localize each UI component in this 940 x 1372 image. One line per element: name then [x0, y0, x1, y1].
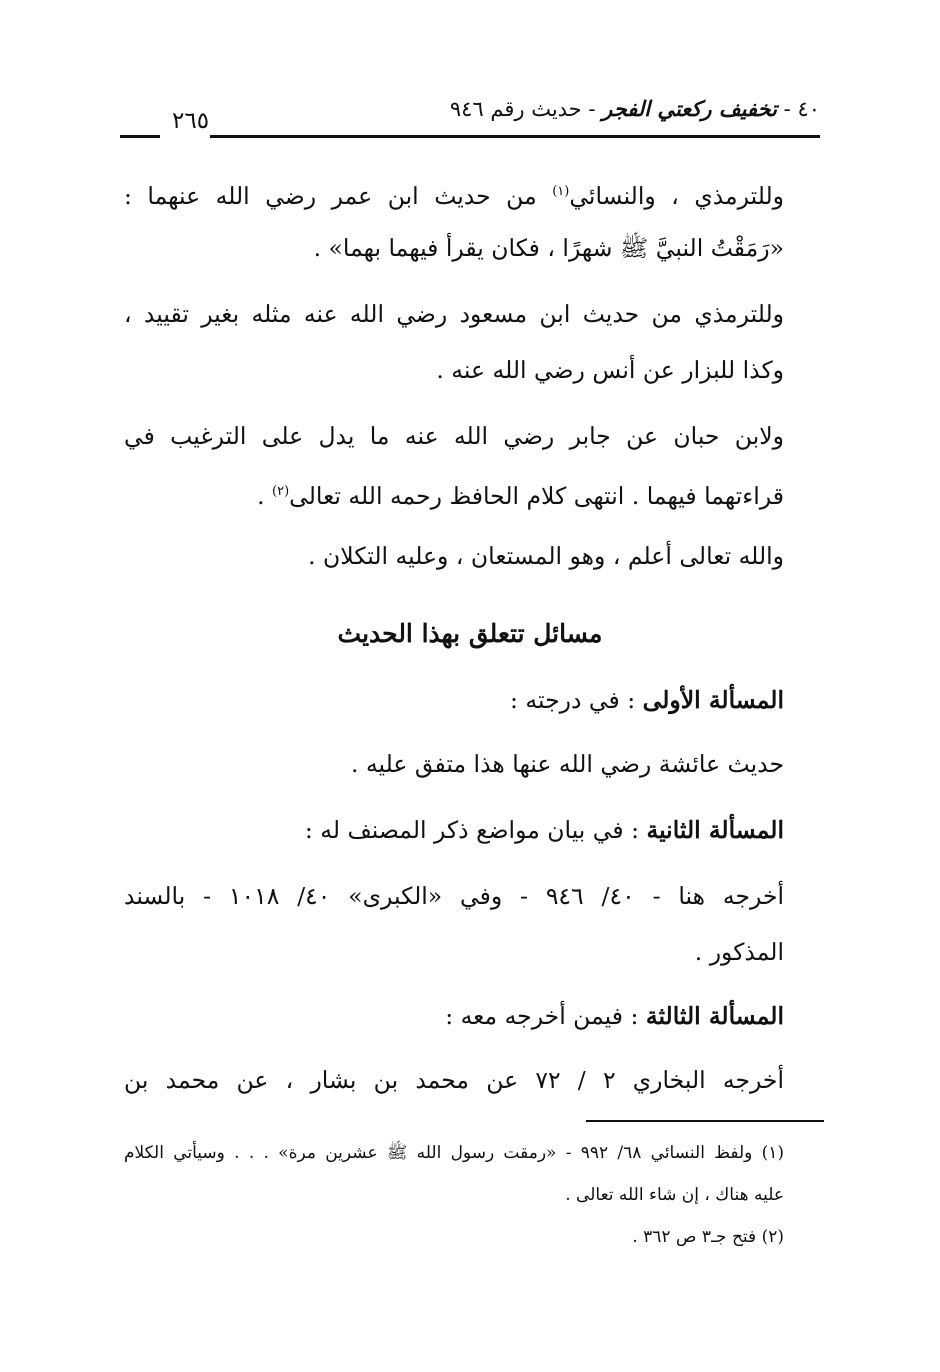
question-2-label: المسألة الثانية	[646, 816, 784, 844]
question-1-answer: حديث عائشة رضي الله عنها هذا متفق عليه .	[351, 750, 784, 778]
header-rule	[120, 135, 820, 138]
footnote-separator	[586, 1120, 824, 1122]
footnote-1-line-2: عليه هناك ، إن شاء الله تعالى .	[565, 1185, 784, 1205]
question-2-answer-line-2: المذكور .	[694, 938, 784, 966]
paragraph-4: والله تعالى أعلم ، وهو المستعان ، وعليه التكلان .	[308, 542, 784, 570]
question-1: المسألة الأولى : في درجته :	[510, 686, 784, 714]
paragraph-1-line-1: وللترمذي ، والنسائي$^{(١)}$ من حديث ابن عمر رضي الله عنهما :	[124, 181, 784, 210]
page-number: ٢٦٥	[172, 108, 210, 134]
question-3-label: المسألة الثالثة	[645, 1002, 784, 1030]
page-header	[120, 96, 820, 140]
hadith-reference: - حديث رقم ٩٤٦	[449, 97, 596, 121]
question-2-answer-line-1: أخرجه هنا - ٤٠/ ٩٤٦ - وفي «الكبرى» ٤٠/ ١٠١٨ - بالسند	[124, 882, 784, 910]
footnote-marker-1[interactable]: (١)	[552, 184, 570, 199]
question-3: المسألة الثالثة : فيمن أخرجه معه :	[445, 1002, 784, 1030]
question-1-label: المسألة الأولى	[642, 686, 784, 714]
paragraph-3-line-2: قراءتهما فيهما . انتهى كلام الحافظ رحمه الله تعالى$^{(٢)}$ .	[257, 481, 784, 510]
paragraph-2-line-2: وكذا للبزار عن أنس رضي الله عنه .	[436, 356, 784, 384]
paragraph-2-line-1: وللترمذي من حديث ابن مسعود رضي الله عنه مثله بغير تقييد ،	[124, 300, 784, 328]
paragraph-1-line-2: «رَمَقْتُ النبيَّ ﷺ شهرًا ، فكان يقرأ فيهما بهما» .	[313, 234, 784, 262]
question-2: المسألة الثانية : في بيان مواضع ذكر المصنف له :	[304, 816, 784, 844]
question-3-answer-line-1: أخرجه البخاري ٢ / ٧٢ عن محمد بن بشار ، عن محمد بن	[124, 1066, 784, 1094]
paragraph-3-line-1: ولابن حبان عن جابر رضي الله عنه ما يدل على الترغيب في	[124, 422, 784, 450]
chapter-title: تخفيف ركعتي الفجر	[602, 96, 777, 121]
chapter-number: ٤٠ -	[783, 97, 820, 121]
running-title	[450, 96, 820, 121]
footnote-2: (٢) فتح جـ٣ ص ٣٦٢ .	[632, 1227, 784, 1247]
section-heading: مسائل تتعلق بهذا الحديث	[337, 619, 603, 648]
footnote-marker-2[interactable]: (٢)	[272, 484, 290, 499]
footnote-1-line-1: (١) ولفظ النسائي ٦٨/ ٩٩٢ - «رمقت رسول الله ﷺ عشرين مرة» . . . وسيأتي الكلام	[124, 1143, 785, 1163]
